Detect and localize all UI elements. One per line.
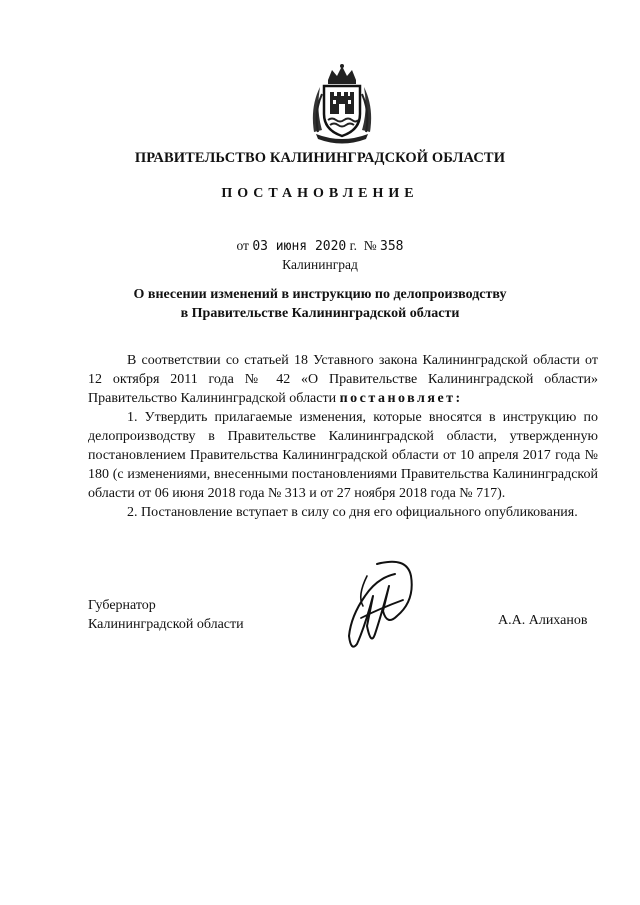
document-type-heading: ПОСТАНОВЛЕНИЕ — [221, 186, 419, 201]
signatory-name: А.А. Алиханов — [498, 613, 588, 628]
document-body — [88, 351, 598, 522]
handwritten-signature — [337, 556, 417, 656]
subject-line-1: О внесении изменений в инструкцию по делопроизводству — [133, 287, 507, 302]
preamble-paragraph — [88, 351, 598, 408]
coat-of-arms-emblem — [308, 62, 376, 144]
document-date: 03 июня 2020 — [252, 239, 347, 254]
city-name: Калининград — [282, 257, 358, 272]
position-line-1: Губернатор — [88, 598, 156, 613]
position-line-2: Калининградской области — [88, 617, 244, 632]
document-number: 358 — [380, 239, 404, 254]
date-prefix: от — [236, 238, 253, 253]
subject-line-2: в Правительстве Калининградской области — [180, 306, 460, 321]
signatory-position — [88, 596, 244, 634]
number-prefix: г. № — [346, 238, 381, 253]
decree-word: постановляет: — [339, 391, 463, 406]
date-number-line — [0, 238, 640, 254]
government-title: ПРАВИТЕЛЬСТВО КАЛИНИНГРАДСКОЙ ОБЛАСТИ — [134, 150, 506, 166]
document-subject — [100, 285, 540, 323]
item-1-paragraph: 1. Утвердить прилагаемые изменения, которые вносятся в инструкцию по делопроизводству в Правительстве Калининградской области, утвержденную постановлением Правительства Калининградской области от 10 апреля 2017 года № 180 (с изменениями, внесенными постановлениями Правительства Калининградской области от 06 июня 2018 года № 313 и от 27 ноября 2018 года № 717). — [88, 410, 598, 501]
preamble-text: В соответствии со статьей 18 Уставного закона Калининградской области от 12 октября 2011 года № 42 «О Правительстве Калининградской области» Правительство Калининградской области — [88, 353, 598, 406]
item-2-paragraph: 2. Постановление вступает в силу со дня его официального опубликования. — [127, 505, 578, 520]
